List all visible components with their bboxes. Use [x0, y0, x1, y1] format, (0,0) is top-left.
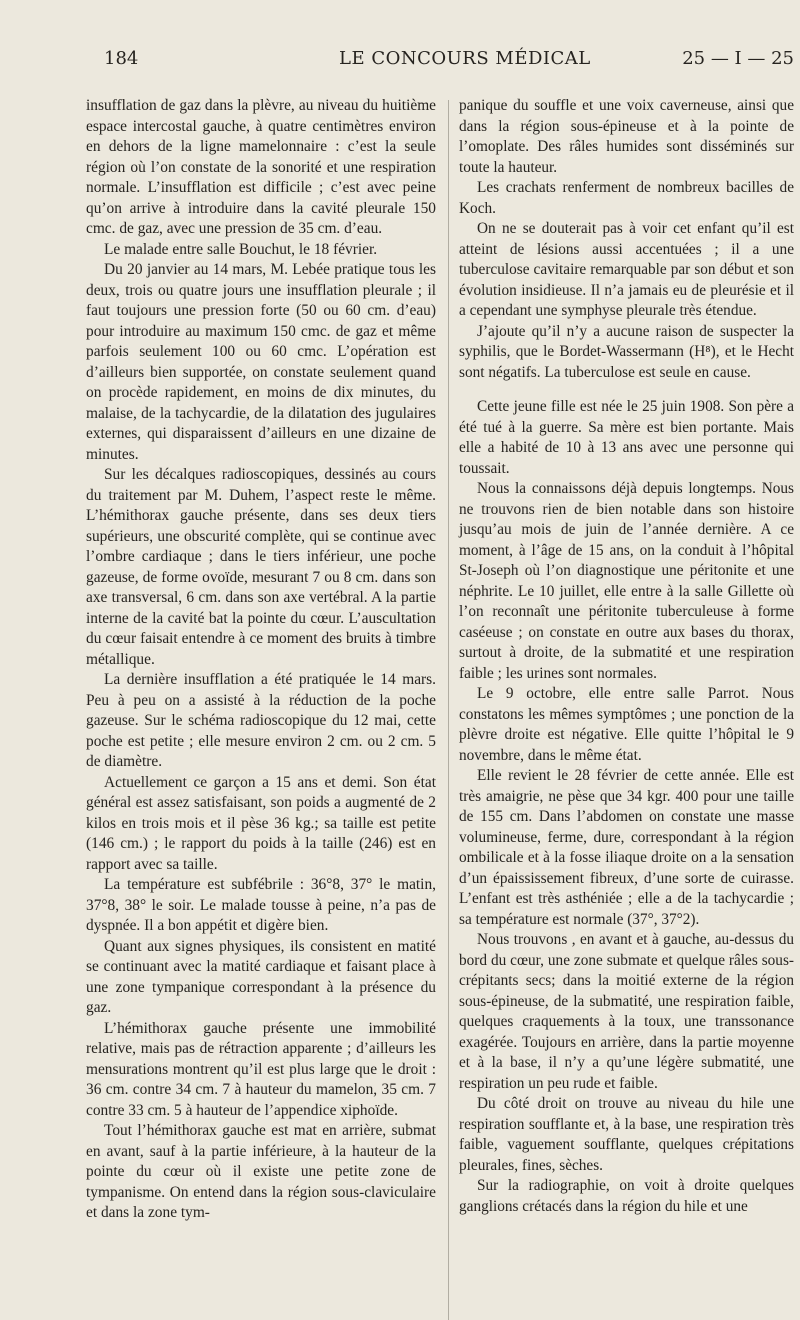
paragraph: Du 20 janvier au 14 mars, M. Lebée pratique tous les deux, trois ou quatre jours une insufflation pleurale ; il faut toujours une pression forte (50 ou 60 cm. d’eau) pour introduire au maximum 150 cmc. de gaz et même parfois seulement 100 ou 60 cmc. L’opération est d’ailleurs bien supportée, on constate seulement quand on procède rapidement, en moins de dix minutes, du malaise, de la tachycardie, de la dilatation des jugulaires externes, qui disparaissent d’ailleurs en une dizaine de minutes. [86, 261, 436, 463]
paragraph: Quant aux signes physiques, ils consistent en matité se continuant avec la matité cardiaque et faisant place à une zone tympanique correspondant à la présence du gaz. [86, 937, 436, 1016]
right-column [459, 96, 794, 1217]
paragraph: La température est subfébrile : 36°8, 37° le matin, 37°8, 38° le soir. Le malade tousse à peine, n’a pas de dyspnée. Il a bon appétit et digère bien. [86, 876, 436, 934]
paragraph: Le 9 octobre, elle entre salle Parrot. Nous constatons les mêmes symptômes ; une ponction de la plèvre droite est négative. Elle quitte l’hôpital le 9 novembre, dans le même état. [459, 685, 794, 764]
journal-title: LE CONCOURS MÉDICAL [339, 48, 591, 69]
page-number: 184 [104, 48, 139, 69]
paragraph: Sur la radiographie, on voit à droite quelques ganglions crétacés dans la région du hile et une [459, 1177, 794, 1215]
issue-date: 25 — I — 25 [682, 48, 794, 69]
paragraph: L’hémithorax gauche présente une immobilité relative, mais pas de rétraction apparente ; d’ailleurs les mensurations montrent qu’il est plus large que le droit : 36 cm. contre 34 cm. 7 à hauteur du mamelon, 35 cm. 7 contre 33 cm. 5 à hauteur de l’appendice xiphoïde. [86, 1019, 436, 1119]
paragraph: insufflation de gaz dans la plèvre, au niveau du huitième espace intercostal gauche, à quatre centimètres environ en dehors de la ligne mamelonnaire : c’est la seule région où l’on constate de la sonorité et une respiration normale. L’insufflation est difficile ; c’est avec peine qu’on arrive à introduire dans la cavité pleurale 150 cmc. de gaz, avec une pression de 35 cm. d’eau. [86, 97, 436, 237]
paragraph: panique du souffle et une voix caverneuse, ainsi que dans la région sous-épineuse et à la pointe de l’omoplate. Des râles humides sont disséminés sur toute la hauteur. [459, 97, 794, 176]
paragraph: Nous la connaissons déjà depuis longtemps. Nous ne trouvons rien de bien notable dans son histoire jusqu’au mois de juin de l’année dernière. A ce moment, à l’âge de 15 ans, on la conduit à l’hôpital St-Joseph où l’on diagnostique une péritonite et une néphrite. Le 10 juillet, elle entre à la salle Gillette où l’on reconnaît une péritonite tuberculeuse à forme caséeuse ; on constate en outre aux bases du thorax, surtout à droite, de la submatité et une respiration faible ; les urines sont normales. [459, 480, 794, 682]
paragraph: Du côté droit on trouve au niveau du hile une respiration soufflante et, à la base, une respiration très faible, vaguement soufflante, quelques crépitations pleurales, fines, sèches. [459, 1095, 794, 1174]
paragraph: Nous trouvons , en avant et à gauche, au-dessus du bord du cœur, une zone submate et quelque râles sous-crépitants secs; dans la moitié externe de la région sous-épineuse, de la submatité, une respiration faible, quelques craquements à la toux, une transsonance exagérée. Toujours en arrière, dans la partie moyenne et à la base, il n’y a qu’une légère submatité, une respiration un peu rude et faible. [459, 931, 794, 1092]
paragraph: Sur les décalques radioscopiques, dessinés au cours du traitement par M. Duhem, l’aspect reste le même. L’hémithorax gauche présente, dans ses deux tiers supérieurs, une obscurité complète, qui se continue avec l’ombre cardiaque ; dans le tiers inférieur, une poche gazeuse, de forme ovoïde, mesurant 7 ou 8 cm. dans son axe transversal, 6 cm. dans son axe vertébral. A la partie interne de la cavité bat la pointe du cœur. L’auscultation du cœur faisait entendre à ce moment des bruits à timbre métallique. [86, 466, 436, 668]
paragraph: Les crachats renferment de nombreux bacilles de Koch. [459, 179, 794, 217]
paragraph: J’ajoute qu’il n’y a aucune raison de suspecter la syphilis, que le Bordet-Wassermann (H⁸), et le Hecht sont négatifs. La tuberculose est seule en cause. [459, 322, 794, 381]
paragraph: Tout l’hémithorax gauche est mat en arrière, submat en avant, sauf à la partie inférieure, à la hauteur de la pointe du cœur où il existe une petite zone de tympanisme. On entend dans la région sous-claviculaire et dans la zone tym- [86, 1122, 436, 1221]
paragraph: La dernière insufflation a été pratiquée le 14 mars. Peu à peu on a assisté à la réduction de la poche gazeuse. Sur le schéma radioscopique du 12 mai, cette poche est petite ; elle mesure environ 2 cm. ou 2 cm. 5 de diamètre. [86, 671, 436, 770]
paragraph: Cette jeune fille est née le 25 juin 1908. Son père a été tué à la guerre. Sa mère est bien portante. Mais elle a habité de 10 à 13 ans avec une personne qui toussait. [459, 398, 794, 477]
paragraph: On ne se douterait pas à voir cet enfant qu’il est atteint de lésions aussi accentuées ; il a une tuberculose cavitaire remarquable par son début et son évolution insidieuse. Il n’a jamais eu de pleurésie et il a cependant une symphyse pleurale très étendue. [459, 220, 794, 319]
column-divider [448, 100, 449, 1320]
page-header [104, 48, 794, 78]
paragraph: Le malade entre salle Bouchut, le 18 février. [104, 240, 378, 258]
paragraph: Actuellement ce garçon a 15 ans et demi. Son état général est assez satisfaisant, son poids a augmenté de 2 kilos en trois mois et il pèse 36 kg.; sa taille est petite (146 cm.) ; le rapport du poids à la taille (246) est en rapport avec sa taille. [86, 773, 436, 873]
left-column [86, 96, 436, 1224]
section-gap [459, 383, 794, 397]
paragraph: Elle revient le 28 février de cette année. Elle est très amaigrie, ne pèse que 34 kgr. 400 pour une taille de 155 cm. Dans l’abdomen on constate une masse volumineuse, ferme, dure, correspondant à la région ombilicale et à la fosse iliaque droite on a la sensation d’un épaississement fibreux, d’une sorte de cuirasse. L’enfant est très asthéniée ; elle a de la tachycardie ; sa température est normale (37°, 37°2). [459, 767, 794, 928]
